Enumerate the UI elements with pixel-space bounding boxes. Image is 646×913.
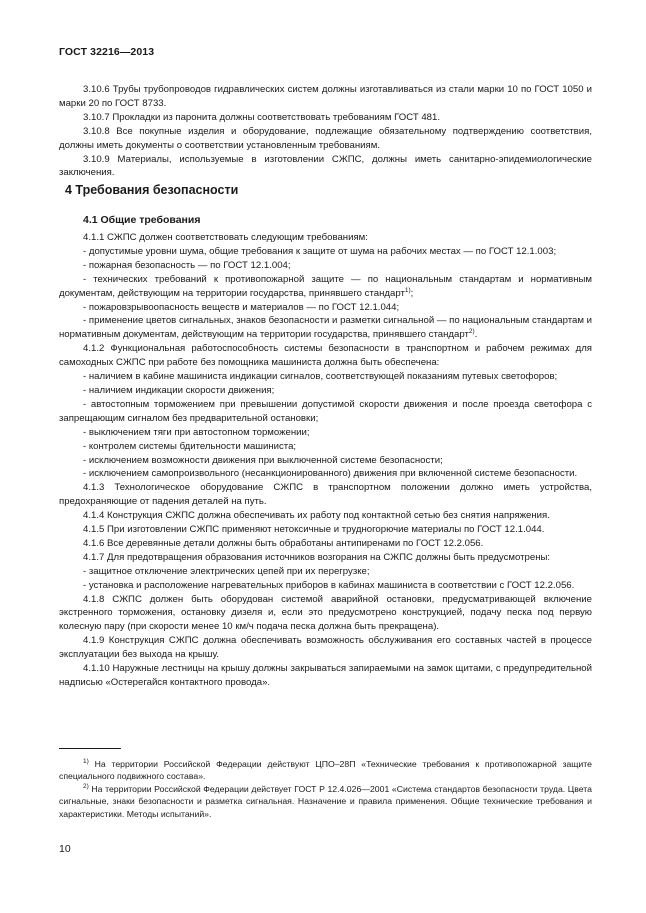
footnote-1 xyxy=(59,758,592,783)
footnote-ref-1[interactable]: 1) xyxy=(404,286,411,294)
footnotes xyxy=(59,758,592,820)
list-item: - наличием в кабине машиниста индикации сигналов, соответствующей показаниям путевых светофоров; xyxy=(83,371,558,383)
paragraph-3-10-8: 3.10.8 Все покупные изделия и оборудование, подлежащие обязательному подтверждению соответствия, должны иметь документы о соответствии установленным требованиям. xyxy=(59,125,592,151)
paragraph-4-1-5: 4.1.5 При изготовлении СЖПС применяют нетоксичные и трудногорючие материалы по ГОСТ 12.1.044. xyxy=(83,524,545,536)
footnote-text: На территории Российской Федерации действует ГОСТ Р 12.4.026—2001 «Система стандартов безопасности труда. Цвета сигнальные, знаки безопасности и разметка сигнальная. Назначение и правила применения. Общие технические требования и характеристики. Методы испытаний». xyxy=(59,783,592,819)
paragraph-4-1-3: 4.1.3 Технологическое оборудование СЖПС в транспортном положении должно иметь устройства, предохраняющие от падения деталей на путь. xyxy=(59,482,592,508)
section-title: 4 Требования безопасности xyxy=(65,183,239,197)
paragraph-3-10-6: 3.10.6 Трубы трубопроводов гидравлических систем должны изготавливаться из стали марки 10 по ГОСТ 1050 и марки 20 по ГОСТ 8733. xyxy=(59,84,592,109)
paragraph-4-1-4: 4.1.4 Конструкция СЖПС должна обеспечивать их работу под контактной сетью без снятия напряжения. xyxy=(83,510,550,522)
paragraph-4-1-8: 4.1.8 СЖПС должен быть оборудован системой аварийной остановки, предусматривающей включение экстренного торможения, остановку дизеля и, если это предусмотрено конструкцией, подачу песка под первую колесную пару (при скорости менее 10 км/ч подача песка должна быть прекращена). xyxy=(59,593,592,633)
footnote-marker: 2) xyxy=(83,782,89,790)
paragraph-4-1-10: 4.1.10 Наружные лестницы на крышу должны закрываться запираемыми на замок щитами, с предупредительной надписью «Остерегайся контактного провода». xyxy=(59,663,592,688)
subsection-heading-block xyxy=(59,214,592,228)
paragraph-4-1-9: 4.1.9 Конструкция СЖПС должна обеспечивать возможность обслуживания его составных частей в процессе эксплуатации без выхода на крышу. xyxy=(59,635,592,661)
paragraph-4-1-7: 4.1.7 Для предотвращения образования источников возгорания на СЖПС должны быть предусмотрены: xyxy=(83,551,551,563)
list-item-tail: . xyxy=(474,329,478,341)
pre-section-block xyxy=(59,83,592,180)
list-item: - наличием индикации скорости движения; xyxy=(83,384,275,396)
list-item xyxy=(59,273,592,301)
paragraph-4-1-1: 4.1.1 СЖПС должен соответствовать следующим требованиям: xyxy=(83,232,368,243)
page-number: 10 xyxy=(59,843,71,855)
list-item-text: - технических требований к противопожарной защите — по национальным стандартам и нормативным документам, действующим на территории государства, принявшего стандарт xyxy=(59,273,592,299)
footnote-ref-2[interactable]: 2) xyxy=(468,328,475,336)
list-item: - выключением тяги при автостопном торможении; xyxy=(83,426,310,438)
list-item: - исключением самопроизвольного (несанкционированного) движения при включенной системе безопасности. xyxy=(83,468,578,480)
list-item-tail: ; xyxy=(410,287,414,299)
paragraph-4-1-6: 4.1.6 Все деревянные детали должны быть обработаны антипиренами по ГОСТ 12.2.056. xyxy=(83,537,484,549)
document-header: ГОСТ 32216—2013 xyxy=(59,46,155,58)
main-text-block xyxy=(59,231,592,690)
footnote-divider xyxy=(59,748,121,749)
list-item: - пожарная безопасность — по ГОСТ 12.1.004; xyxy=(83,259,291,271)
list-item: - исключением возможности движения при выключенной системе безопасности; xyxy=(83,454,443,466)
list-item: - допустимые уровни шума, общие требования к защите от шума на рабочих местах — по ГОСТ 12.1.003; xyxy=(83,245,557,257)
subsection-title: 4.1 Общие требования xyxy=(83,214,201,226)
list-item: - установка и расположение нагревательных приборов в кабинах машиниста в соответствии с ГОСТ 12.2.056. xyxy=(83,579,575,591)
footnote-text: На территории Российской Федерации действуют ЦПО–28П «Технические требования к противопожарной защите специального подвижного состава». xyxy=(59,759,592,782)
list-item: - контролем системы бдительности машиниста; xyxy=(83,440,297,452)
footnote-marker: 1) xyxy=(83,758,89,765)
paragraph-4-1-2: 4.1.2 Функциональная работоспособность системы безопасности в транспортном и рабочем режимах для самоходных СЖПС при работе без помощника машиниста должна быть обеспечена: xyxy=(59,343,592,369)
list-item: - пожаровзрывоопасность веществ и материалов — по ГОСТ 12.1.044; xyxy=(83,301,400,313)
list-item-text: - применение цветов сигнальных, знаков безопасности и разметки сигнальной — по национальным стандартам и нормативным документам, действующим на территории государства, принявшего стандарт xyxy=(59,315,592,341)
list-item xyxy=(59,314,592,342)
list-item: - защитное отключение электрических цепей при их перегрузке; xyxy=(83,565,370,577)
footnote-2 xyxy=(59,783,592,820)
list-item: - автостопным торможением при превышении допустимой скорости движения и после проезда светофора с запрещающим сигналом без предварительной остановки; xyxy=(59,398,592,424)
section-heading-block xyxy=(59,184,592,198)
paragraph-3-10-9: 3.10.9 Материалы, используемые в изготовлении СЖПС, должны иметь санитарно-эпидемиологические заключения. xyxy=(59,153,592,179)
paragraph-3-10-7: 3.10.7 Прокладки из паронита должны соответствовать требованиям ГОСТ 481. xyxy=(83,111,441,123)
